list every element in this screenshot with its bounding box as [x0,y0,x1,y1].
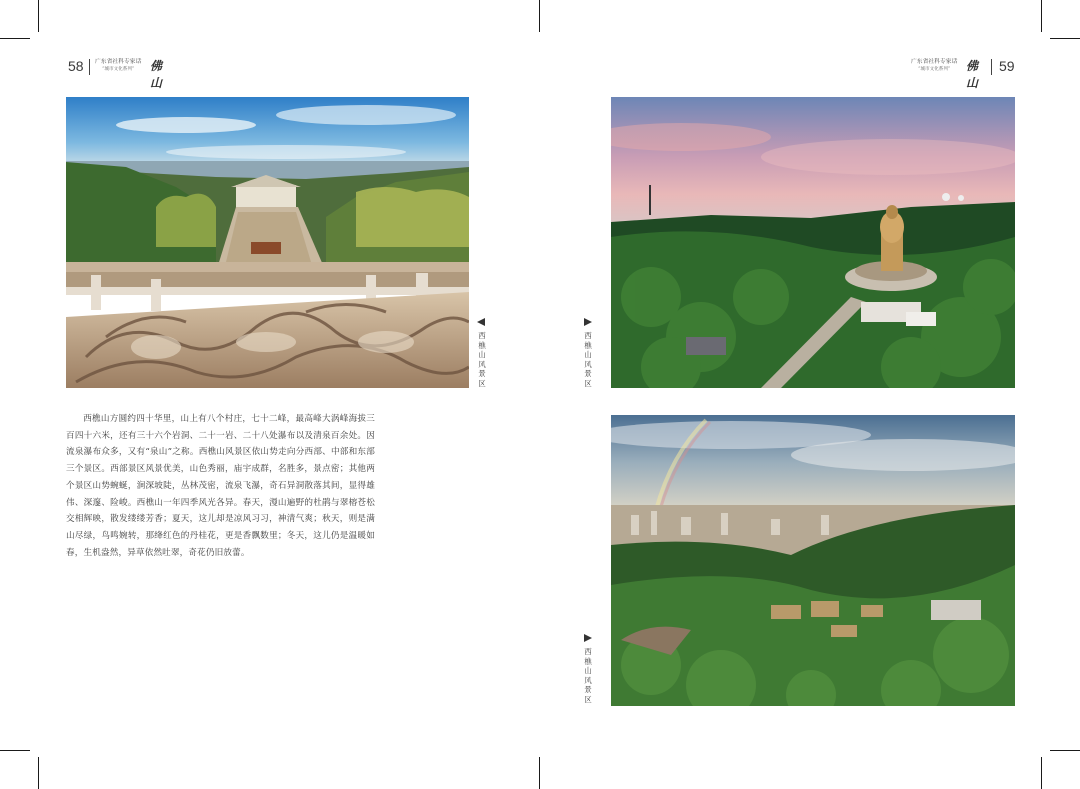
photo-caption: 西樵山风景区 [584,331,592,388]
series-title-text: 广东省社科专家话 [911,59,958,65]
article-body-text: 西樵山方圆约四十华里，山上有八个村庄，七十二峰，最高峰大涡峰海拔三百四十六米，还有三十六个岩洞、二十一岩、二十八处瀑布以及清泉百余处。因流泉瀑布众多，又有“泉山”之称。西樵山风景区依山势走向分西部、中部和东部三个景区。西部景区风景优美，山色秀丽，庙宇成群，名胜多，景点密；其他两个景区山势蜿蜒，涧深坡陡，丛林茂密，流泉飞瀑，奇石异洞散落其间，显得雄伟、深邃、险峻。西樵山一年四季风光各异。春天，漫山遍野的杜鹃与翠榕苍松交相辉映，散发缕缕芳香；夏天，这儿却是凉风习习，神清气爽；秋天，则是满山尽绿，鸟鸣婉转，那绛红色的丹桂花，更是香飘数里；冬天，这儿仍是温暖如春，生机盎然，异草依然吐翠，奇花仍旧放蕾。 [66,414,375,558]
crop-mark [1041,0,1042,32]
crop-mark [539,757,540,789]
city-logo: 佛山 [150,59,162,90]
photo-caption: 西樵山风景区 [584,647,592,704]
caption-arrow-icon [584,318,592,326]
crop-mark [1050,38,1080,39]
photo-temple-stairs [66,97,469,388]
series-title-text: 广东省社科专家话 [95,59,142,65]
photo-caption: 西樵山风景区 [478,331,486,388]
series-title [95,59,141,73]
series-subtitle-text: “城市文化系列” [918,67,951,72]
crop-mark [1041,757,1042,789]
series-title [911,59,957,73]
crop-mark [38,0,39,32]
crop-mark [1050,750,1080,751]
photo-rainbow-city [611,415,1015,706]
page-number: 58 [68,58,84,74]
crop-mark [0,750,30,751]
header-divider [991,59,992,75]
photo-guanyin-statue [611,97,1015,388]
caption-arrow-icon [477,318,485,326]
series-subtitle-text: “城市文化系列” [102,67,135,72]
crop-mark [539,0,540,32]
header-divider [89,59,90,75]
crop-mark [0,38,30,39]
city-logo: 佛山 [966,59,978,90]
crop-mark [38,757,39,789]
caption-arrow-icon [584,634,592,642]
page-number: 59 [999,58,1015,74]
